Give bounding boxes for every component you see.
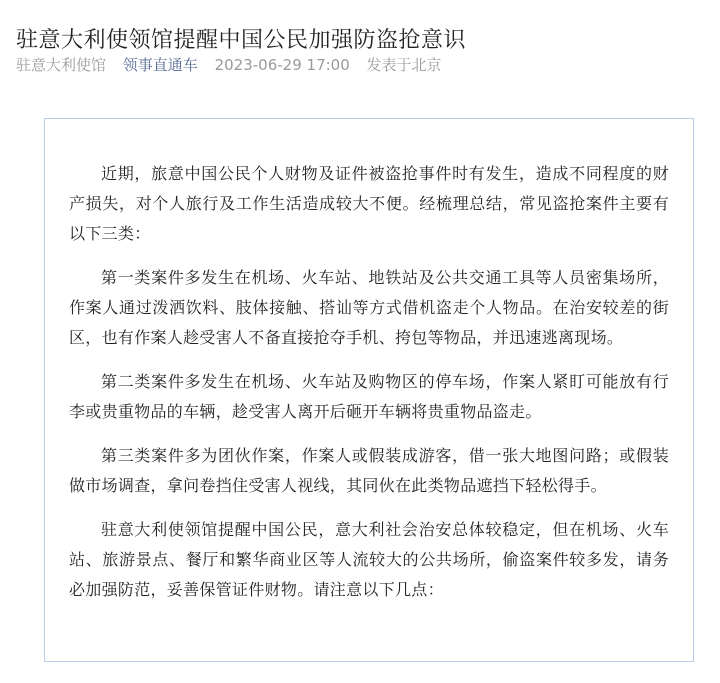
account-link[interactable]: 领事直通车	[122, 56, 198, 74]
publish-time: 2023-06-29 17:00	[214, 56, 350, 74]
paragraph-type-three: 第三类案件多为团伙作案，作案人或假装成游客，借一张大地图问路；或假装做市场调查，拿问卷挡住受害人视线，其同伙在此类物品遮挡下轻松得手。	[69, 446, 669, 495]
article-title: 驻意大利使领馆提醒中国公民加强防盗抢意识	[16, 27, 467, 53]
source-name: 驻意大利使馆	[16, 56, 107, 74]
article-content-box	[44, 118, 694, 662]
paragraph-type-two: 第二类案件多发生在机场、火车站及购物区的停车场，作案人紧盯可能放有行李或贵重物品的车辆，趁受害人离开后砸开车辆将贵重物品盗走。	[69, 372, 669, 421]
paragraph-type-one: 第一类案件多发生在机场、火车站、地铁站及公共交通工具等人员密集场所，作案人通过泼洒饮料、肢体接触、搭讪等方式借机盗走个人物品。在治安较差的街区，也有作案人趁受害人不备直接抢夺手机、挎包等物品，并迅速逃离现场。	[69, 268, 669, 347]
paragraph-reminder: 驻意大利使领馆提醒中国公民，意大利社会治安总体较稳定，但在机场、火车站、旅游景点、餐厅和繁华商业区等人流较大的公共场所，偷盗案件较多发，请务必加强防范，妥善保管证件财物。请注意以下几点：	[69, 520, 669, 599]
paragraph-intro: 近期，旅意中国公民个人财物及证件被盗抢事件时有发生，造成不同程度的财产损失，对个人旅行及工作生活造成较大不便。经梳理总结，常见盗抢案件主要有以下三类：	[69, 164, 669, 243]
publish-location: 发表于北京	[366, 56, 442, 74]
article-meta	[16, 53, 454, 77]
